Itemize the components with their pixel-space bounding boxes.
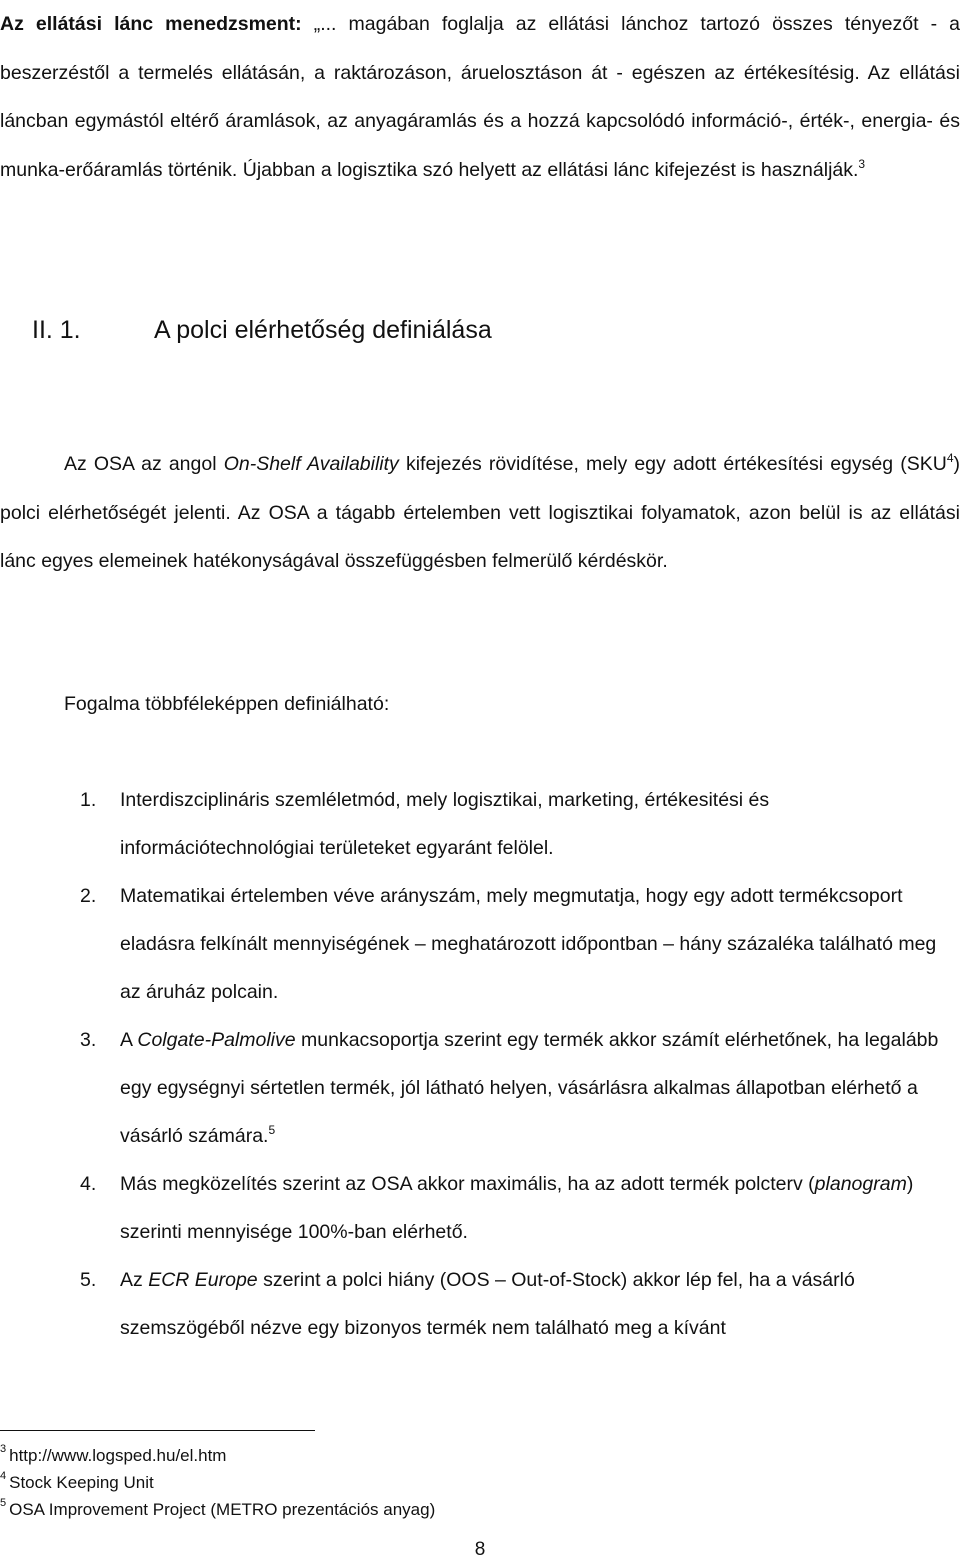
footnotes xyxy=(0,1442,435,1523)
list-item xyxy=(64,1160,960,1256)
footnote-item xyxy=(0,1496,435,1523)
list-item xyxy=(64,872,960,1016)
osa-text-after: ) polci elérhetőségét jelenti. Az OSA a tágabb értelemben vett logisztikai folyamatok, azon belül is az ellátási lánc egyes elemeinek hatékonyságával összefüggésben felmerülő kérdéskör. xyxy=(0,453,960,572)
list-text-after: munkacsoportja szerint egy termék akkor számít elérhetőnek, ha legalább egy egységnyi sértetlen termék, jól látható helyen, vásárlásra alkalmas állapotban elérhető a vásárló számára. xyxy=(120,1029,939,1147)
footnote-text: OSA Improvement Project (METRO prezentációs anyag) xyxy=(9,1500,436,1519)
list-text: Matematikai értelemben véve arányszám, mely megmutatja, hogy egy adott termékcsoport eladásra felkínált mennyiségének – meghatározott időpontban – hány százaléka található meg az áruház polcain. xyxy=(120,885,937,1003)
list-text-before: Más megközelítés szerint az OSA akkor maximális, ha az adott termék polcterv ( xyxy=(120,1173,815,1195)
definitions-intro: Fogalma többféleképpen definiálható: xyxy=(64,693,390,715)
page-number: 8 xyxy=(474,1539,486,1560)
company-name: Colgate-Palmolive xyxy=(137,1029,296,1051)
list-text-before: A xyxy=(120,1029,138,1051)
section-number: II. 1. xyxy=(32,316,81,344)
list-number: 1. xyxy=(80,789,97,811)
osa-text-mid: kifejezés rövidítése, mely egy adott értékesítési egység (SKU xyxy=(398,453,947,475)
planogram-term: planogram xyxy=(814,1173,907,1195)
organization-name: ECR Europe xyxy=(148,1269,258,1291)
supply-chain-paragraph xyxy=(0,0,960,194)
list-text-before: Az xyxy=(120,1269,149,1291)
osa-text-before: Az OSA az angol xyxy=(64,453,224,475)
supply-chain-definition: „... magában foglalja az ellátási lánchoz tartozó összes tényezőt - a beszerzéstől a termelés ellátásán, a raktározáson, áruelosztáson át - egészen az értékesítésig. Az ellátási láncban egymástól eltérő áramlások, az anyagáramlás és a hozzá kapcsolódó információ-, érték-, energia- és munka-erőáramlás történik. Újabban a logisztika szó helyett az ellátási lánc kifejezést is használják. xyxy=(0,13,960,181)
section-heading xyxy=(32,306,492,354)
supply-chain-term: Az ellátási lánc menedzsment: xyxy=(0,13,302,35)
footnote-text: Stock Keeping Unit xyxy=(9,1473,154,1492)
footnote-item xyxy=(0,1442,435,1469)
footnote-number: 5 xyxy=(0,1497,7,1509)
footnote-link[interactable]: http://www.logsped.hu/el.htm xyxy=(9,1446,227,1465)
list-item xyxy=(64,776,960,872)
list-number: 4. xyxy=(80,1173,97,1195)
footnote-number: 4 xyxy=(0,1470,7,1482)
list-text: Interdiszciplináris szemléletmód, mely logisztikai, marketing, értékesitési és információtechnológiai területeket egyaránt felölel. xyxy=(120,789,770,859)
list-item xyxy=(64,1016,960,1160)
footnote-divider xyxy=(0,1430,315,1431)
list-number: 2. xyxy=(80,885,97,907)
list-number: 5. xyxy=(80,1269,97,1291)
footnote-ref-4[interactable]: 4 xyxy=(946,451,954,465)
list-text-after: szerint a polci hiány (OOS – Out-of-Stock) akkor lép fel, ha a vásárló szemszögéből nézve egy bizonyos termék nem található meg a kívánt xyxy=(120,1269,855,1339)
footnote-number: 3 xyxy=(0,1443,7,1455)
list-text-after: ) szerinti mennyisége 100%-ban elérhető. xyxy=(120,1173,914,1243)
osa-term: On-Shelf Availability xyxy=(223,453,399,475)
osa-paragraph xyxy=(0,440,960,586)
definitions-list xyxy=(64,776,960,1352)
section-title: A polci elérhetőség definiálása xyxy=(154,316,492,344)
footnote-ref-5[interactable]: 5 xyxy=(268,1123,276,1137)
footnote-ref-3[interactable]: 3 xyxy=(858,156,866,171)
list-number: 3. xyxy=(80,1029,97,1051)
footnote-item xyxy=(0,1469,435,1496)
list-item xyxy=(64,1256,960,1352)
